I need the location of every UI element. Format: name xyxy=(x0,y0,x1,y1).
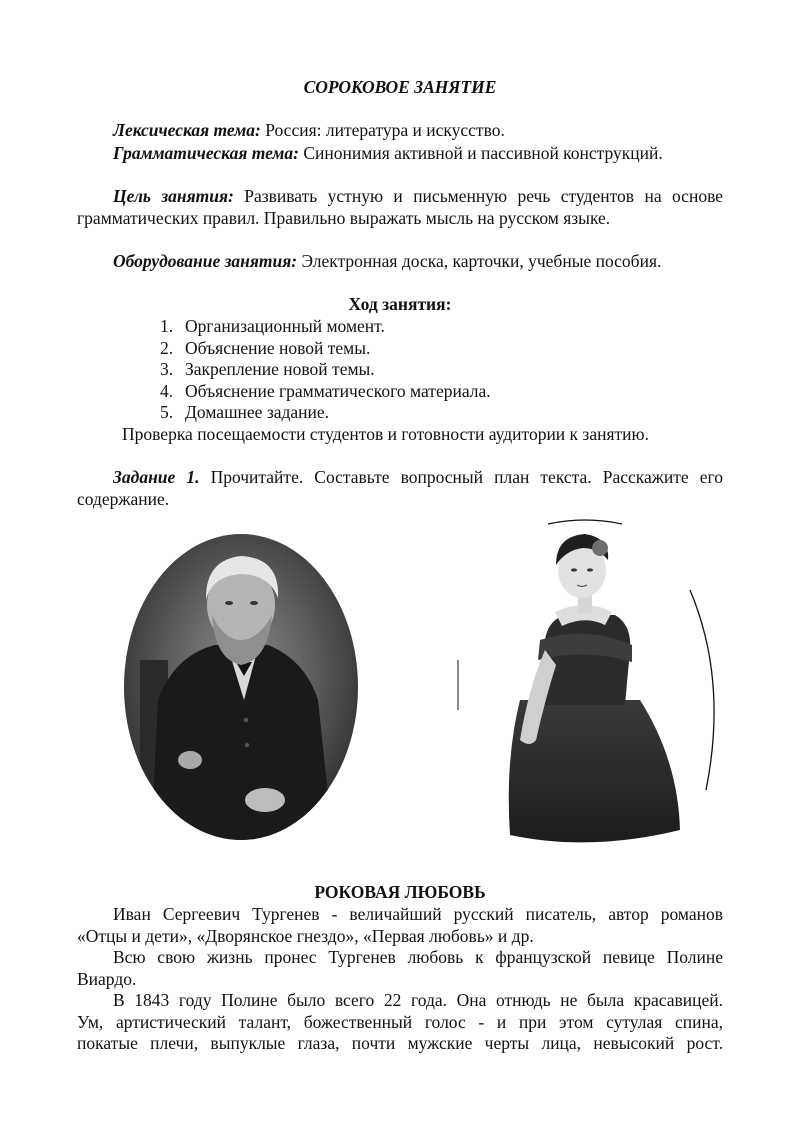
story-title: РОКОВАЯ ЛЮБОВЬ xyxy=(314,882,486,902)
task-1-label: Задание 1. xyxy=(113,467,200,487)
step-text: Объяснение грамматического материала. xyxy=(185,380,491,401)
story-p2-line2: Виардо. xyxy=(77,968,137,989)
lesson-goal-line1 xyxy=(77,186,723,208)
story-p1-line2: «Отцы и дети», «Дворянское гнездо», «Первая любовь» и др. xyxy=(77,925,534,946)
lexical-topic xyxy=(77,120,723,142)
story-p3-line1: В 1843 году Полине было всего 22 года. Она отнюдь не была красавицей. xyxy=(113,990,723,1010)
story-p1-line1: Иван Сергеевич Тургенев - величайший русский писатель, автор романов xyxy=(113,904,723,924)
step-text: Организационный момент. xyxy=(185,316,385,336)
attendance-check: Проверка посещаемости студентов и готовности аудитории к занятию. xyxy=(122,424,649,444)
task-1 xyxy=(77,467,723,510)
task-1-line1 xyxy=(77,467,723,489)
grammar-topic-text: Синонимия активной и пассивной конструкций. xyxy=(299,143,663,163)
step-number: 4. xyxy=(160,380,174,401)
story-p2-line1: Всю свою жизнь пронес Тургенев любовь к французской певице Полине xyxy=(113,947,723,967)
list-item xyxy=(77,338,723,360)
list-item xyxy=(77,381,723,403)
grammar-topic xyxy=(77,143,723,165)
story-p3-line3: покатые плечи, выпуклые глаза, почти мужские черты лица, невысокий рост. xyxy=(77,1033,723,1053)
lesson-goal-line2: грамматических правил. Правильно выражать мысль на русском языке. xyxy=(77,207,611,228)
story-p3-line2: Ум, артистический талант, божественный голос - и при этом сутулая спина, xyxy=(77,1011,723,1032)
lexical-topic-label: Лексическая тема: xyxy=(113,120,261,140)
lesson-goal-text1: Развивать устную и письменную речь студентов на основе xyxy=(233,186,723,206)
lesson-heading: СОРОКОВОЕ ЗАНЯТИЕ xyxy=(303,77,497,97)
step-text: Домашнее задание. xyxy=(185,402,330,422)
step-number: 5. xyxy=(160,402,174,422)
lesson-equipment-label: Оборудование занятия: xyxy=(113,251,298,271)
list-item xyxy=(77,402,723,424)
story-paragraph-2 xyxy=(77,947,723,990)
step-number: 3. xyxy=(160,359,174,379)
lesson-equipment-text: Электронная доска, карточки, учебные пособия. xyxy=(297,251,662,271)
lesson-goal xyxy=(77,186,723,229)
lesson-flow-title: Ход занятия: xyxy=(348,294,452,314)
task-1-text1: Прочитайте. Составьте вопросный план текста. Расскажите его xyxy=(199,467,723,487)
story-paragraph-3 xyxy=(77,990,723,1055)
lexical-topic-text: Россия: литература и искусство. xyxy=(260,120,505,140)
story-paragraph-1 xyxy=(77,904,723,947)
list-item xyxy=(77,316,723,338)
portrait-viardot-image xyxy=(458,520,714,842)
step-text: Объяснение новой темы. xyxy=(185,337,371,358)
lesson-equipment xyxy=(77,251,723,273)
grammar-topic-label: Грамматическая тема: xyxy=(113,143,299,163)
task-1-line2: содержание. xyxy=(77,488,170,509)
portrait-turgenev-image xyxy=(124,534,358,860)
lesson-goal-label: Цель занятия: xyxy=(113,186,234,206)
step-number: 2. xyxy=(160,337,174,358)
lesson-steps-list xyxy=(77,316,723,424)
list-item xyxy=(77,359,723,381)
step-number: 1. xyxy=(160,316,174,336)
step-text: Закрепление новой темы. xyxy=(185,359,375,379)
